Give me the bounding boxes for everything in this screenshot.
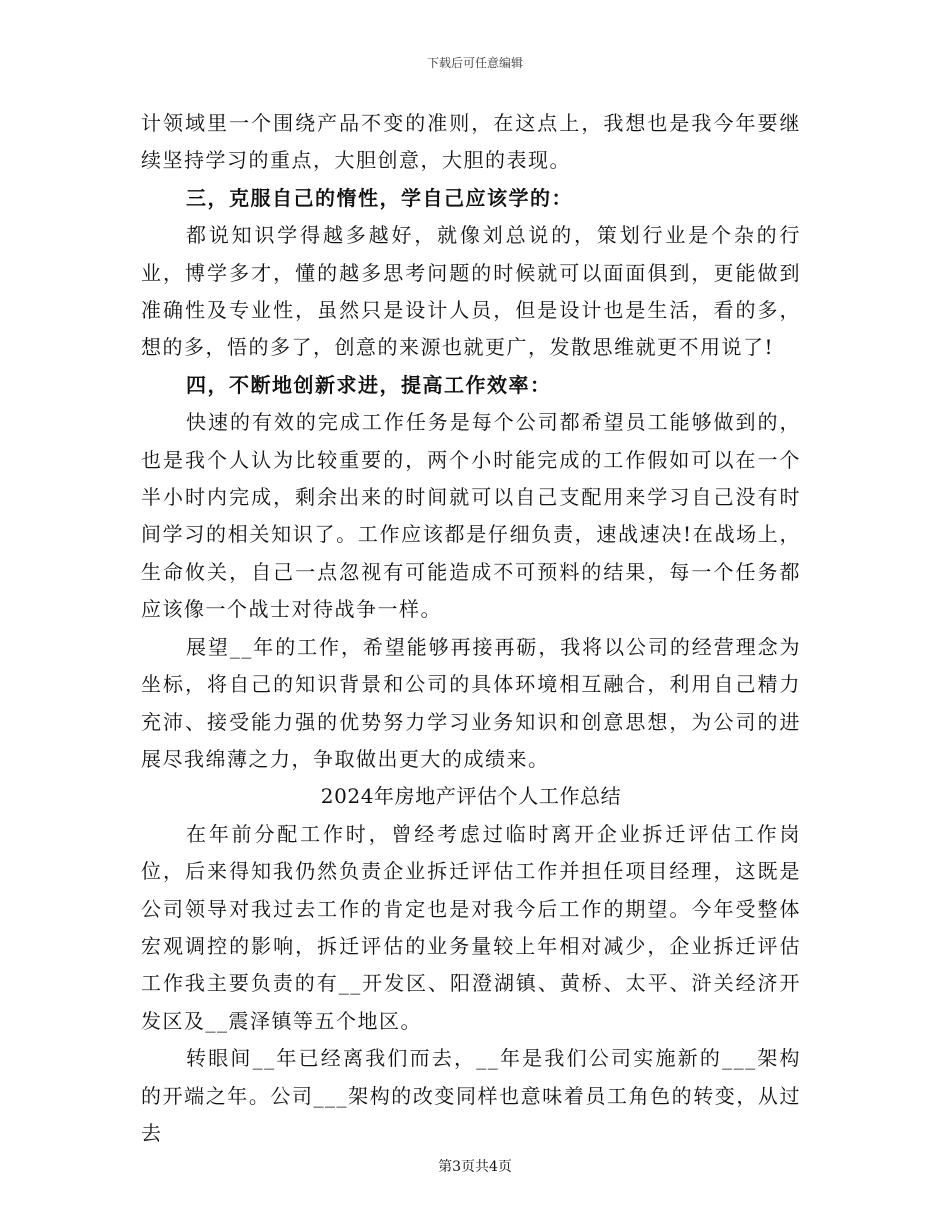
paragraph: 都说知识学得越多越好，就像刘总说的，策划行业是个杂的行业，博学多才，懂的越多思考问题的时候就可以面面俱到，更能做到准确性及专业性，虽然只是设计人员，但是设计也是生活，看的多，想的多，悟的多了，创意的来源也就更广，发散思维就更不用说了! <box>141 223 801 360</box>
page-footer: 第3页共4页 <box>438 1159 512 1175</box>
section-heading-4: 四，不断地创新求进，提高工作效率： <box>186 372 552 397</box>
document-title: 2024年房地产评估个人工作总结 <box>320 784 622 809</box>
paragraph: 展望__年的工作，希望能够再接再砺，我将以公司的经营理念为坐标，将自己的知识背景和公司的具体环境相互融合，利用自己精力充沛、接受能力强的优势努力学习业务知识和创意思想，为公司的进展尽我绵薄之力，争取做出更大的成绩来。 <box>141 634 801 771</box>
document-body <box>141 105 801 1152</box>
page-header: 下载后可任意编辑 <box>426 56 523 70</box>
paragraph: 在年前分配工作时，曾经考虑过临时离开企业拆迁评估工作岗位，后来得知我仍然负责企业拆迁评估工作并担任项目经理，这既是公司领导对我过去工作的肯定也是对我今后工作的期望。今年受整体宏观调控的影响，拆迁评估的业务量较上年相对减少，企业拆迁评估工作我主要负责的有__开发区、阳澄湖镇、黄桥、太平、浒关经济开发区及__震泽镇等五个地区。 <box>141 821 801 1033</box>
paragraph: 转眼间__年已经离我们而去，__年是我们公司实施新的___架构的开端之年。公司___架构的改变同样也意味着员工角色的转变，从过去 <box>141 1046 801 1145</box>
paragraph-continuation: 计领域里一个围绕产品不变的准则，在这点上，我想也是我今年要继续坚持学习的重点，大胆创意，大胆的表现。 <box>141 111 801 173</box>
section-heading-3: 三，克服自己的惰性，学自己应该学的： <box>186 185 573 210</box>
paragraph: 快速的有效的完成工作任务是每个公司都希望员工能够做到的，也是我个人认为比较重要的，两个小时能完成的工作假如可以在一个半小时内完成，剩余出来的时间就可以自己支配用来学习自己没有时间学习的相关知识了。工作应该都是仔细负责，速战速决!在战场上，生命攸关，自己一点忽视有可能造成不可预料的结果，每一个任务都应该像一个战士对待战争一样。 <box>141 410 801 622</box>
